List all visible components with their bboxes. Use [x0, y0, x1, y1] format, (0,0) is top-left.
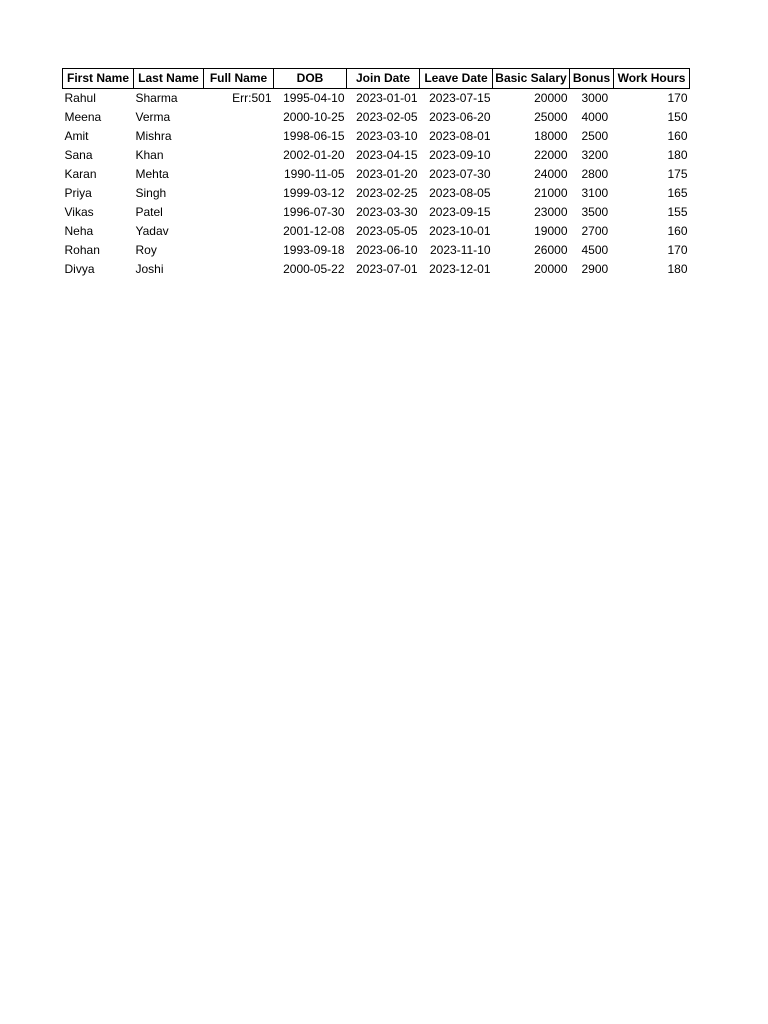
cell-dob[interactable]: 2000-05-22: [283, 262, 345, 276]
cell-join-date[interactable]: 2023-06-10: [356, 243, 418, 257]
cell-join-date[interactable]: 2023-04-15: [356, 148, 418, 162]
cell-full-name[interactable]: [204, 108, 274, 127]
cell-first-name[interactable]: Sana: [64, 148, 93, 162]
cell-first-name[interactable]: Vikas: [64, 205, 94, 219]
cell-bonus[interactable]: 3000: [581, 91, 609, 105]
cell-first-name[interactable]: Rohan: [64, 243, 100, 257]
cell-first-name[interactable]: Divya: [64, 262, 95, 276]
cell-basic-salary[interactable]: 20000: [534, 262, 568, 276]
header-full-name[interactable]: Full Name: [204, 69, 274, 89]
cell-first-name[interactable]: Amit: [64, 129, 89, 143]
cell-bonus[interactable]: 2500: [581, 129, 609, 143]
table-row: [63, 222, 690, 241]
table-row: [63, 89, 690, 109]
cell-basic-salary[interactable]: 22000: [534, 148, 568, 162]
cell-basic-salary[interactable]: 19000: [534, 224, 568, 238]
cell-leave-date[interactable]: 2023-07-15: [429, 91, 491, 105]
cell-full-name[interactable]: [204, 184, 274, 203]
cell-last-name[interactable]: Verma: [135, 110, 171, 124]
cell-full-name[interactable]: [204, 146, 274, 165]
header-leave-date[interactable]: Leave Date: [420, 69, 493, 89]
cell-last-name[interactable]: Khan: [135, 148, 164, 162]
cell-leave-date[interactable]: 2023-08-05: [429, 186, 491, 200]
cell-dob[interactable]: 1990-11-05: [284, 167, 345, 181]
table-row: [63, 203, 690, 222]
cell-dob[interactable]: 1993-09-18: [283, 243, 345, 257]
cell-work-hours[interactable]: 170: [667, 243, 688, 257]
cell-last-name[interactable]: Joshi: [135, 262, 164, 276]
cell-bonus[interactable]: 3500: [581, 205, 609, 219]
cell-first-name[interactable]: Neha: [64, 224, 94, 238]
cell-full-name[interactable]: [204, 203, 274, 222]
table-row: [63, 260, 690, 279]
cell-leave-date[interactable]: 2023-12-01: [429, 262, 491, 276]
cell-work-hours[interactable]: 150: [667, 110, 688, 124]
cell-basic-salary[interactable]: 24000: [534, 167, 568, 181]
cell-bonus[interactable]: 2700: [581, 224, 609, 238]
table-row: [63, 241, 690, 260]
table-row: [63, 184, 690, 203]
cell-bonus[interactable]: 4000: [581, 110, 609, 124]
cell-bonus[interactable]: 3200: [581, 148, 609, 162]
cell-bonus[interactable]: 4500: [581, 243, 609, 257]
cell-basic-salary[interactable]: 26000: [534, 243, 568, 257]
cell-work-hours[interactable]: 180: [667, 148, 688, 162]
cell-work-hours[interactable]: 160: [667, 129, 688, 143]
cell-basic-salary[interactable]: 23000: [534, 205, 568, 219]
cell-basic-salary[interactable]: 20000: [534, 91, 568, 105]
cell-last-name[interactable]: Sharma: [135, 91, 178, 105]
header-work-hours[interactable]: Work Hours: [614, 69, 690, 89]
cell-dob[interactable]: 1996-07-30: [283, 205, 345, 219]
cell-leave-date[interactable]: 2023-09-15: [429, 205, 491, 219]
cell-join-date[interactable]: 2023-07-01: [356, 262, 418, 276]
table-row: [63, 127, 690, 146]
cell-join-date[interactable]: 2023-03-30: [356, 205, 418, 219]
header-join-date[interactable]: Join Date: [347, 69, 420, 89]
cell-last-name[interactable]: Mishra: [135, 129, 172, 143]
cell-last-name[interactable]: Patel: [135, 205, 163, 219]
cell-work-hours[interactable]: 170: [667, 91, 688, 105]
cell-join-date[interactable]: 2023-02-05: [356, 110, 418, 124]
cell-leave-date[interactable]: 2023-10-01: [429, 224, 491, 238]
header-last-name[interactable]: Last Name: [134, 69, 204, 89]
cell-full-name[interactable]: [204, 222, 274, 241]
cell-dob[interactable]: 2002-01-20: [283, 148, 345, 162]
cell-basic-salary[interactable]: 25000: [534, 110, 568, 124]
cell-dob[interactable]: 1999-03-12: [283, 186, 345, 200]
cell-last-name[interactable]: Roy: [135, 243, 157, 257]
cell-work-hours[interactable]: 180: [667, 262, 688, 276]
cell-join-date[interactable]: 2023-02-25: [356, 186, 418, 200]
cell-join-date[interactable]: 2023-01-20: [356, 167, 418, 181]
cell-basic-salary[interactable]: 21000: [534, 186, 568, 200]
table-row: [63, 165, 690, 184]
cell-leave-date[interactable]: 2023-06-20: [429, 110, 491, 124]
cell-work-hours[interactable]: 160: [667, 224, 688, 238]
cell-dob[interactable]: 2001-12-08: [283, 224, 345, 238]
cell-work-hours[interactable]: 165: [667, 186, 688, 200]
cell-last-name[interactable]: Singh: [135, 186, 167, 200]
employee-table: [62, 68, 690, 279]
header-dob[interactable]: DOB: [274, 69, 347, 89]
cell-bonus[interactable]: 3100: [581, 186, 609, 200]
cell-first-name[interactable]: Karan: [64, 167, 97, 181]
cell-work-hours[interactable]: 155: [667, 205, 688, 219]
cell-join-date[interactable]: 2023-05-05: [356, 224, 418, 238]
table-row: [63, 146, 690, 165]
cell-full-name[interactable]: [204, 260, 274, 279]
cell-bonus[interactable]: 2900: [581, 262, 609, 276]
cell-leave-date[interactable]: 2023-07-30: [429, 167, 491, 181]
cell-work-hours[interactable]: 175: [667, 167, 688, 181]
cell-dob[interactable]: 1998-06-15: [283, 129, 345, 143]
cell-first-name[interactable]: Rahul: [64, 91, 96, 105]
header-first-name[interactable]: First Name: [63, 69, 134, 89]
header-basic-salary[interactable]: Basic Salary: [493, 69, 570, 89]
cell-first-name[interactable]: Meena: [64, 110, 102, 124]
cell-basic-salary[interactable]: 18000: [534, 129, 568, 143]
cell-full-name[interactable]: [204, 241, 274, 260]
cell-last-name[interactable]: Mehta: [135, 167, 169, 181]
cell-last-name[interactable]: Yadav: [135, 224, 169, 238]
cell-full-name[interactable]: [204, 165, 274, 184]
table-body: [63, 89, 690, 280]
header-bonus[interactable]: Bonus: [570, 69, 614, 89]
cell-join-date[interactable]: 2023-01-01: [356, 91, 418, 105]
cell-leave-date[interactable]: 2023-08-01: [429, 129, 491, 143]
cell-bonus[interactable]: 2800: [581, 167, 609, 181]
cell-full-name[interactable]: Err:501: [232, 91, 272, 105]
cell-leave-date[interactable]: 2023-09-10: [429, 148, 491, 162]
cell-dob[interactable]: 1995-04-10: [283, 91, 345, 105]
cell-first-name[interactable]: Priya: [64, 186, 92, 200]
table-row: [63, 108, 690, 127]
cell-leave-date[interactable]: 2023-11-10: [430, 243, 491, 257]
cell-full-name[interactable]: [204, 127, 274, 146]
cell-dob[interactable]: 2000-10-25: [283, 110, 345, 124]
header-row: [63, 69, 690, 89]
cell-join-date[interactable]: 2023-03-10: [356, 129, 418, 143]
